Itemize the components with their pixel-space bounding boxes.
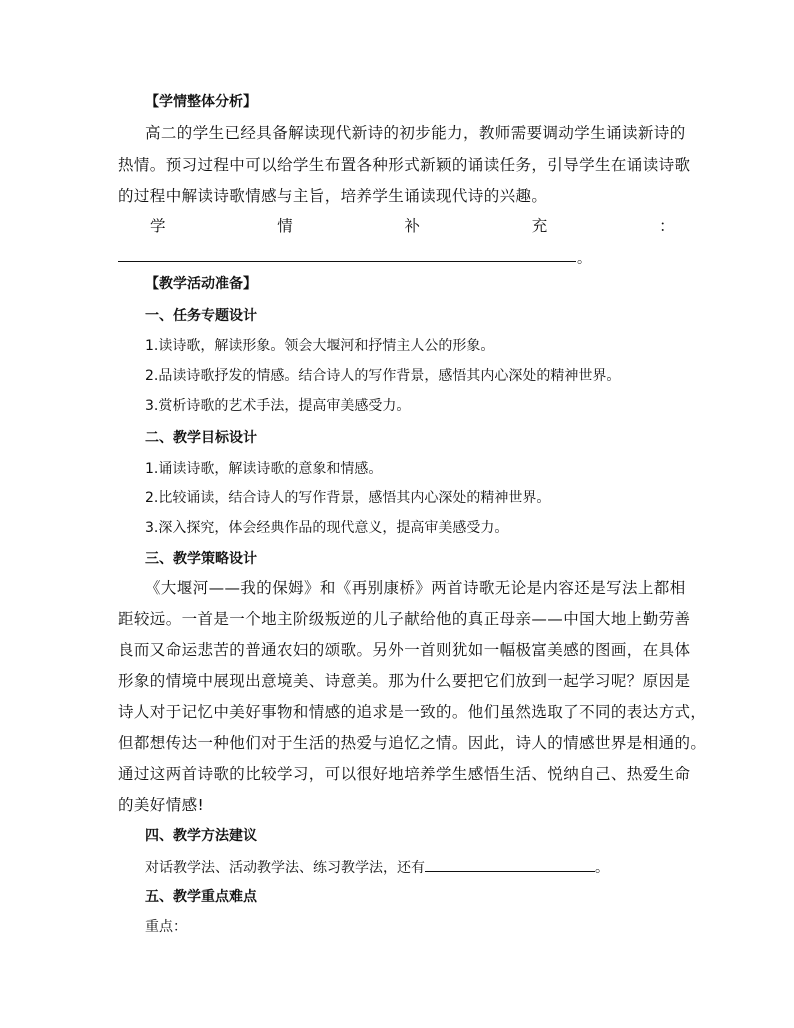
paragraph-line: 诗人对于记忆中美好事物和情感的追求是一致的。他们虽然选取了不同的表达方式， [118,703,707,721]
supplement-blank-line [118,261,576,262]
list-item: 1.读诗歌，解读形象。领会大堰河和抒情主人公的形象。 [145,338,495,354]
supplement-char: ： [659,217,675,235]
supplement-char: 补 [404,217,421,235]
supplement-label [150,216,675,236]
paragraph-line: 形象的情境中展现出意境美、诗意美。那为什么要把它们放到一起学习呢？原因是 [118,672,691,690]
supplement-period: 。 [577,251,591,267]
list-item: 1.诵读诗歌，解读诗歌的意象和情感。 [145,461,383,477]
supplement-char: 学 [150,217,166,235]
supplement-char: 充 [531,217,548,235]
method-text: 对话教学法、活动教学法、练习教学法，还有 [145,860,425,876]
paragraph-line: 通过这两首诗歌的比较学习，可以很好地培养学生感悟生活、悦纳自己、热爱生命 [118,765,691,783]
method-line [145,857,705,878]
paragraph-line: 《大堰河——我的保姆》和《再别康桥》两首诗歌无论是内容还是写法上都相 [145,579,686,597]
paragraph-line: 距较远。一首是一个地主阶级叛逆的儿子献给他的真正母亲——中国大地上勤劳善 [118,610,691,628]
supplement-char: 情 [277,217,294,235]
section-heading-prep: 【教学活动准备】 [145,276,257,292]
method-period: 。 [595,860,609,876]
subheading-goal: 二、教学目标设计 [145,430,257,446]
list-item: 3.赏析诗歌的艺术手法，提高审美感受力。 [145,398,411,414]
subheading-task: 一、任务专题设计 [145,308,257,324]
paragraph-line: 热情。预习过程中可以给学生布置各种形式新颖的诵读任务，引导学生在诵读诗歌 [118,156,691,174]
method-blank-line [425,857,595,872]
subheading-strategy: 三、教学策略设计 [145,551,257,567]
paragraph-line: 的过程中解读诗歌情感与主旨，培养学生诵读现代诗的兴趣。 [118,187,548,205]
paragraph-line: 但都想传达一种他们对于生活的热爱与追忆之情。因此，诗人的情感世界是相通的。 [118,734,707,752]
list-item: 3.深入探究，体会经典作品的现代意义，提高审美感受力。 [145,520,509,536]
subheading-key-points: 五、教学重点难点 [145,889,257,905]
paragraph-line: 的美好情感! [118,796,205,814]
list-item: 2.比较诵读，结合诗人的写作背景，感悟其内心深处的精神世界。 [145,490,551,506]
paragraph-line: 高二的学生已经具备解读现代新诗的初步能力，教师需要调动学生诵读新诗的 [145,124,686,142]
section-heading-situation: 【学情整体分析】 [145,94,257,110]
key-point-label: 重点： [145,919,187,935]
subheading-method: 四、教学方法建议 [145,828,257,844]
list-item: 2.品读诗歌抒发的情感。结合诗人的写作背景，感悟其内心深处的精神世界。 [145,368,621,384]
paragraph-line: 良而又命运悲苦的普通农妇的颂歌。另外一首则犹如一幅极富美感的图画，在具体 [118,641,691,659]
